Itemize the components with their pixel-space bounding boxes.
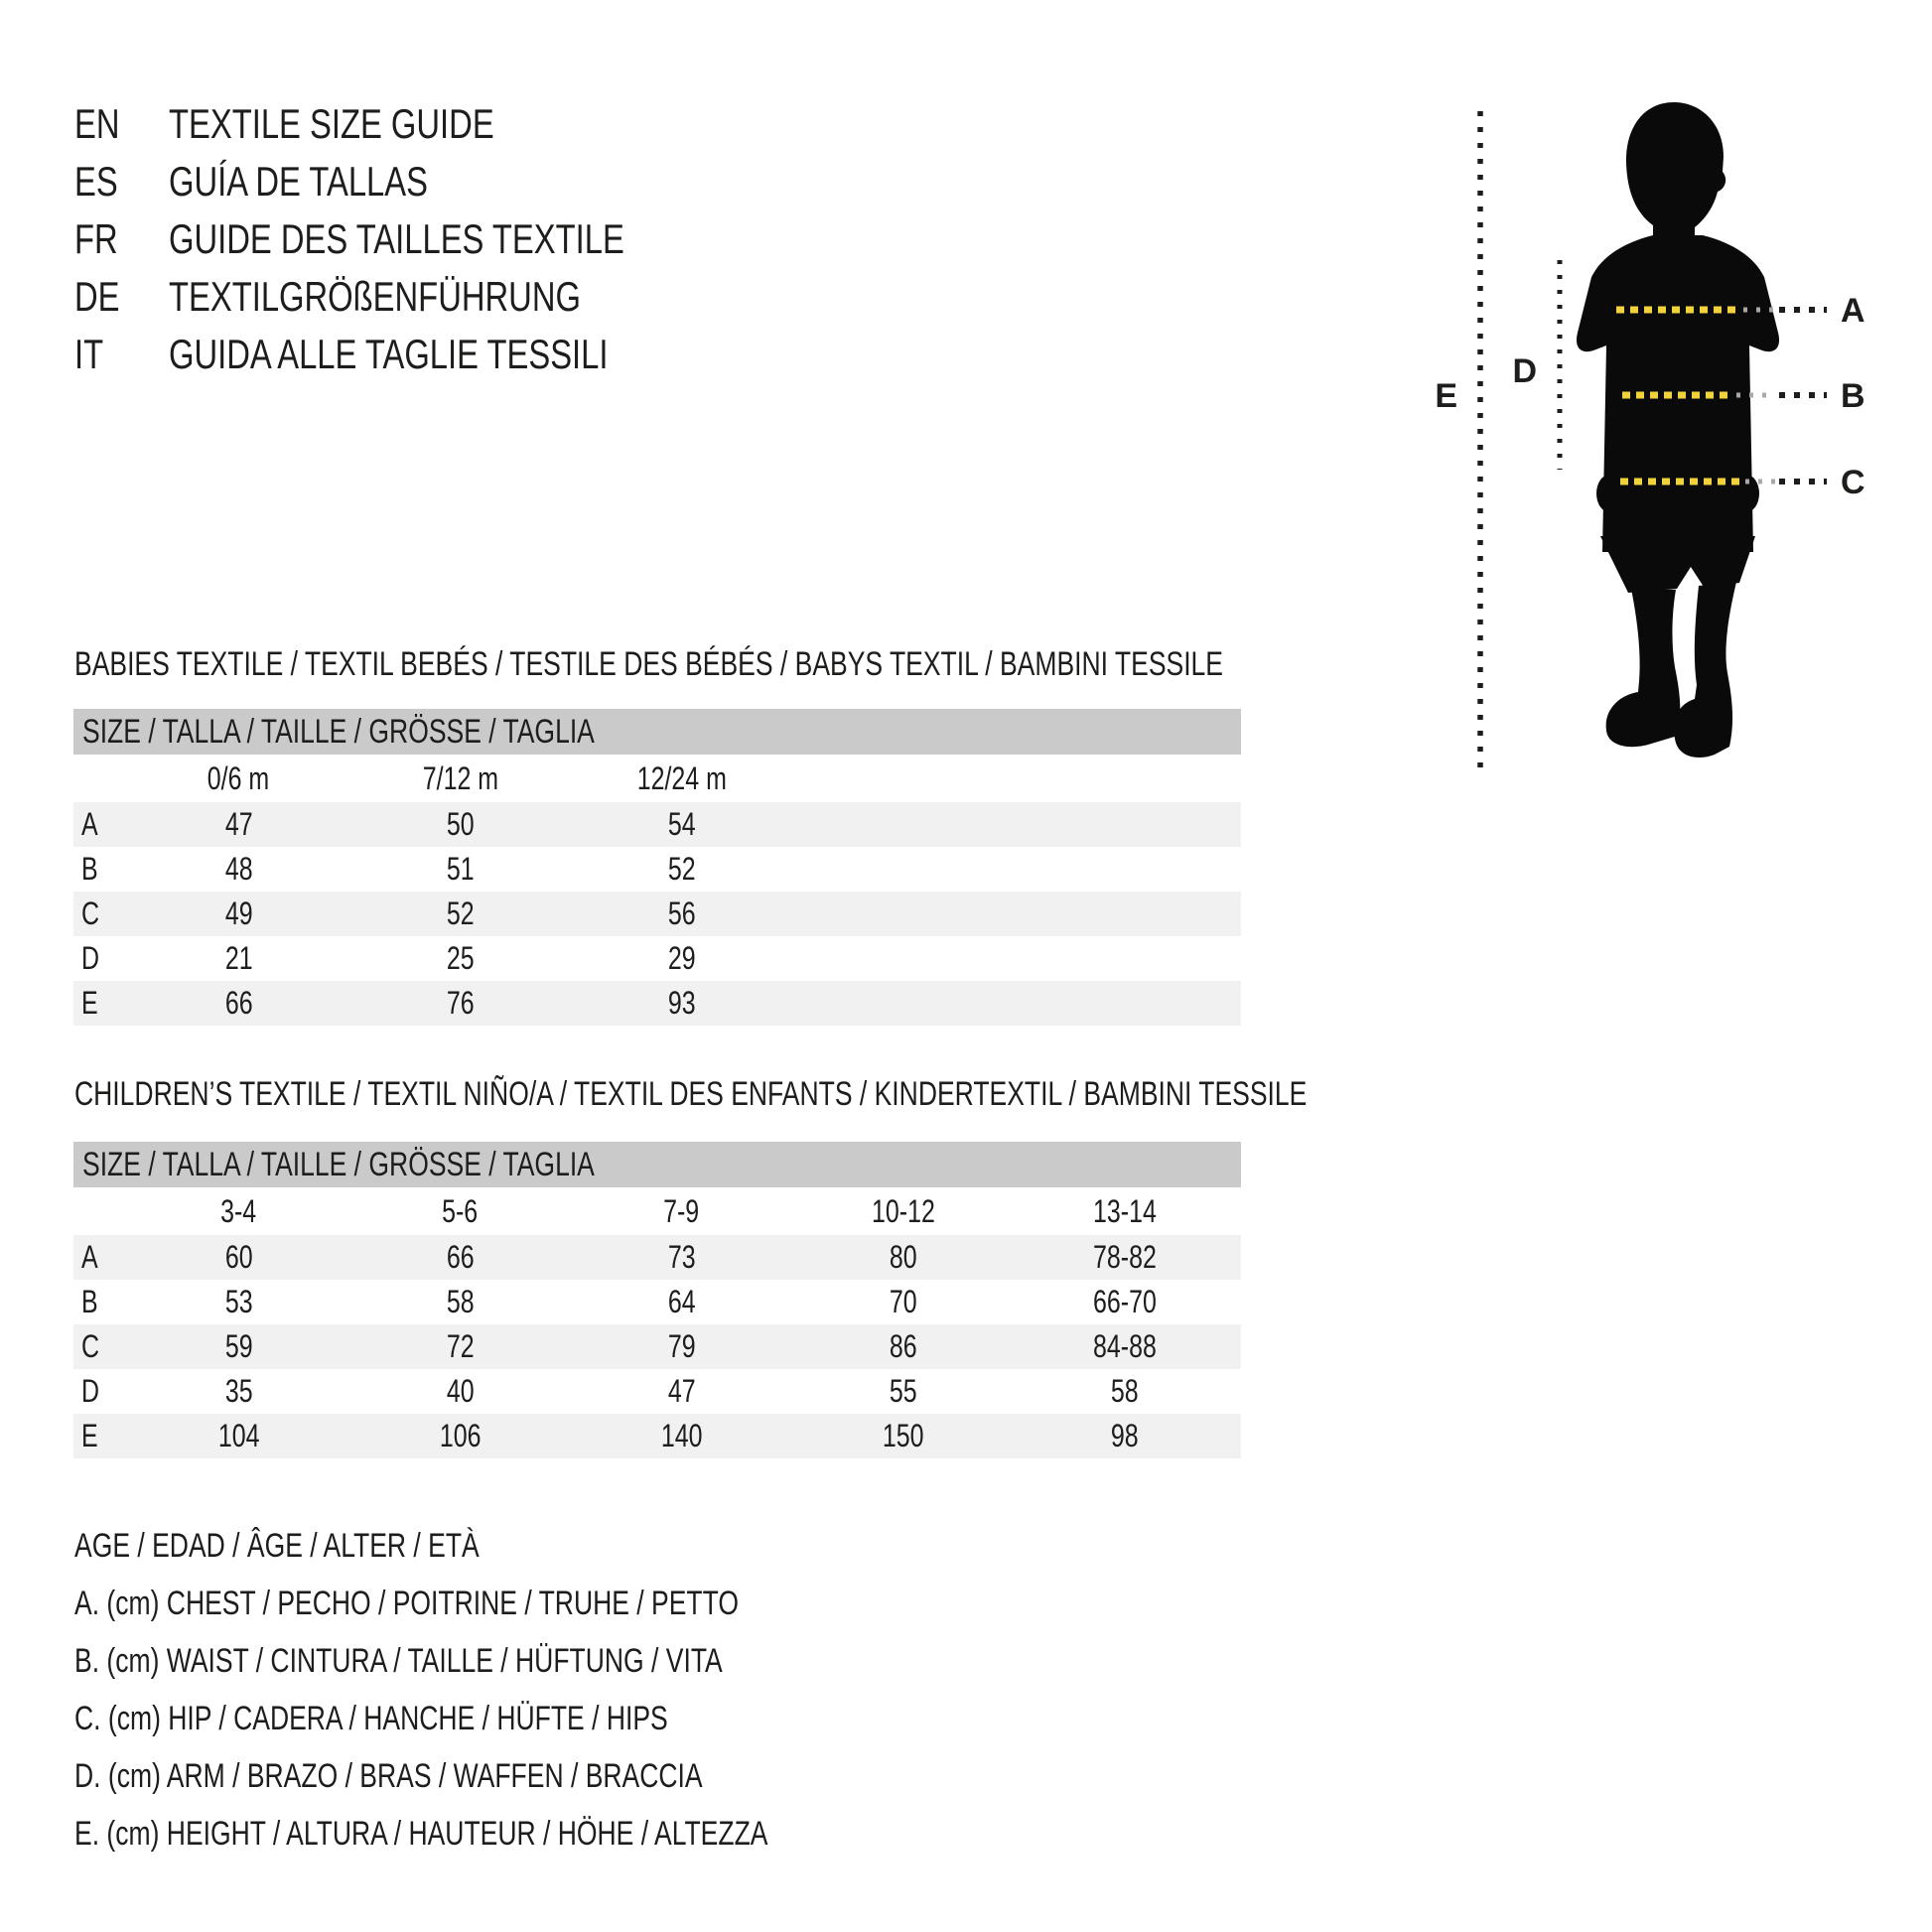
table-cell: 66: [224, 985, 253, 1021]
table-row: [73, 1324, 1241, 1369]
page-title-de: TEXTILGRÖßENFÜHRUNG: [169, 273, 581, 320]
row-label: E: [81, 1418, 98, 1453]
table-cell: 51: [446, 851, 475, 887]
children-column-header-row: [73, 1187, 1241, 1235]
table-cell: 58: [1110, 1373, 1139, 1409]
children-size-table: [73, 1142, 1241, 1458]
page-title: TEXTILE SIZE GUIDE: [169, 100, 494, 147]
lang-row-it: [74, 326, 753, 383]
figure-label-d: D: [1512, 352, 1537, 390]
table-cell: 140: [660, 1418, 703, 1453]
column-header: 13-14: [1092, 1192, 1157, 1229]
page-title-it: GUIDA ALLE TAGLIE TESSILI: [169, 331, 609, 377]
row-label: A: [81, 1239, 98, 1275]
table-cell: 48: [224, 851, 253, 887]
table-cell: 150: [882, 1418, 924, 1453]
row-label: A: [81, 806, 98, 842]
row-label: C: [81, 896, 100, 931]
children-size-header-bar: SIZE / TALLA / TAILLE / GRÖSSE / TAGLIA: [73, 1142, 1241, 1187]
table-cell: 98: [1110, 1418, 1139, 1453]
lang-code: EN: [74, 100, 120, 147]
table-row: [73, 892, 1241, 936]
table-cell: 86: [889, 1328, 917, 1364]
table-cell: 50: [446, 806, 475, 842]
lang-row-en: [74, 95, 753, 153]
table-cell: 93: [667, 985, 696, 1021]
table-cell: 66: [446, 1239, 475, 1275]
legend-hip-line: C. (cm) HIP / CADERA / HANCHE / HÜFTE / HIPS: [74, 1699, 668, 1737]
table-cell: 47: [667, 1373, 696, 1409]
lang-code: ES: [74, 158, 118, 205]
table-cell: 40: [446, 1373, 475, 1409]
legend-arm-line: D. (cm) ARM / BRAZO / BRAS / WAFFEN / BRACCIA: [74, 1756, 703, 1795]
table-cell: 58: [446, 1284, 475, 1319]
row-label: D: [81, 1373, 100, 1409]
table-cell: 106: [439, 1418, 482, 1453]
table-cell: 21: [224, 940, 253, 976]
table-cell: 73: [667, 1239, 696, 1275]
babies-size-table: [73, 709, 1241, 1026]
row-label: B: [81, 851, 98, 887]
table-cell: 55: [889, 1373, 917, 1409]
column-header: 3-4: [220, 1192, 257, 1229]
table-cell: 52: [667, 851, 696, 887]
legend-age-line: AGE / EDAD / ÂGE / ALTER / ETÀ: [74, 1526, 480, 1565]
table-cell: 78-82: [1092, 1239, 1157, 1275]
lang-code: FR: [74, 215, 118, 262]
legend-chest-line: A. (cm) CHEST / PECHO / POITRINE / TRUHE / PETTO: [74, 1584, 739, 1622]
column-header: 7-9: [663, 1192, 700, 1229]
table-row: [73, 1414, 1241, 1458]
babies-size-header-bar: SIZE / TALLA / TAILLE / GRÖSSE / TAGLIA: [73, 709, 1241, 755]
silhouette-right-leg: [1674, 582, 1736, 758]
row-label: D: [81, 940, 100, 976]
table-cell: 59: [224, 1328, 253, 1364]
table-row: [73, 1280, 1241, 1324]
table-cell: 54: [667, 806, 696, 842]
children-section-title: CHILDREN’S TEXTILE / TEXTIL NIÑO/A / TEXTIL DES ENFANTS / KINDERTEXTIL / BAMBINI TESSILE: [74, 1075, 1308, 1113]
babies-section-title: BABIES TEXTILE / TEXTIL BEBÉS / TESTILE DES BÉBÉS / BABYS TEXTIL / BAMBINI TESSILE: [74, 645, 1224, 683]
column-header: 5-6: [442, 1192, 479, 1229]
lang-row-de: [74, 268, 753, 326]
column-header: 12/24 m: [636, 759, 727, 796]
figure-label-a: A: [1841, 292, 1865, 330]
table-cell: 56: [667, 896, 696, 931]
silhouette-left-hand: [1596, 475, 1622, 512]
table-cell: 84-88: [1092, 1328, 1157, 1364]
row-label: B: [81, 1284, 98, 1319]
column-header: 0/6 m: [207, 759, 270, 796]
table-cell: 53: [224, 1284, 253, 1319]
table-cell: 70: [889, 1284, 917, 1319]
silhouette-head: [1626, 102, 1725, 239]
row-label: E: [81, 985, 98, 1021]
column-header: 7/12 m: [422, 759, 498, 796]
column-header: 10-12: [871, 1192, 935, 1229]
table-cell: 25: [446, 940, 475, 976]
table-row: [73, 802, 1241, 847]
figure-label-b: B: [1841, 377, 1865, 415]
table-cell: 66-70: [1092, 1284, 1157, 1319]
figure-label-c: C: [1841, 464, 1865, 501]
row-label: C: [81, 1328, 100, 1364]
table-row: [73, 1369, 1241, 1414]
table-cell: 76: [446, 985, 475, 1021]
table-row: [73, 981, 1241, 1026]
table-cell: 80: [889, 1239, 917, 1275]
table-cell: 35: [224, 1373, 253, 1409]
table-cell: 29: [667, 940, 696, 976]
language-title-block: [74, 95, 753, 383]
lang-code: DE: [74, 273, 120, 320]
legend-waist-line: B. (cm) WAIST / CINTURA / TAILLE / HÜFTUNG / VITA: [74, 1641, 723, 1680]
babies-column-header-row: [73, 755, 1241, 802]
page-title-es: GUÍA DE TALLAS: [169, 158, 428, 205]
lang-row-es: [74, 153, 753, 210]
table-cell: 72: [446, 1328, 475, 1364]
table-cell: 49: [224, 896, 253, 931]
child-silhouette: [1577, 102, 1779, 758]
lang-row-fr: [74, 210, 753, 268]
table-cell: 64: [667, 1284, 696, 1319]
silhouette-left-leg: [1606, 589, 1681, 747]
table-cell: 79: [667, 1328, 696, 1364]
measurement-legend: [74, 1517, 963, 1863]
lang-code: IT: [74, 331, 104, 377]
table-cell: 104: [217, 1418, 260, 1453]
table-row: [73, 847, 1241, 892]
page-title-fr: GUIDE DES TAILLES TEXTILE: [169, 215, 624, 262]
table-row: [73, 936, 1241, 981]
table-cell: 47: [224, 806, 253, 842]
figure-label-e: E: [1435, 377, 1457, 415]
table-cell: 60: [224, 1239, 253, 1275]
table-cell: 52: [446, 896, 475, 931]
legend-height-line: E. (cm) HEIGHT / ALTURA / HAUTEUR / HÖHE / ALTEZZA: [74, 1814, 768, 1853]
child-silhouette-diagram: [1430, 79, 1896, 794]
table-row: [73, 1235, 1241, 1280]
